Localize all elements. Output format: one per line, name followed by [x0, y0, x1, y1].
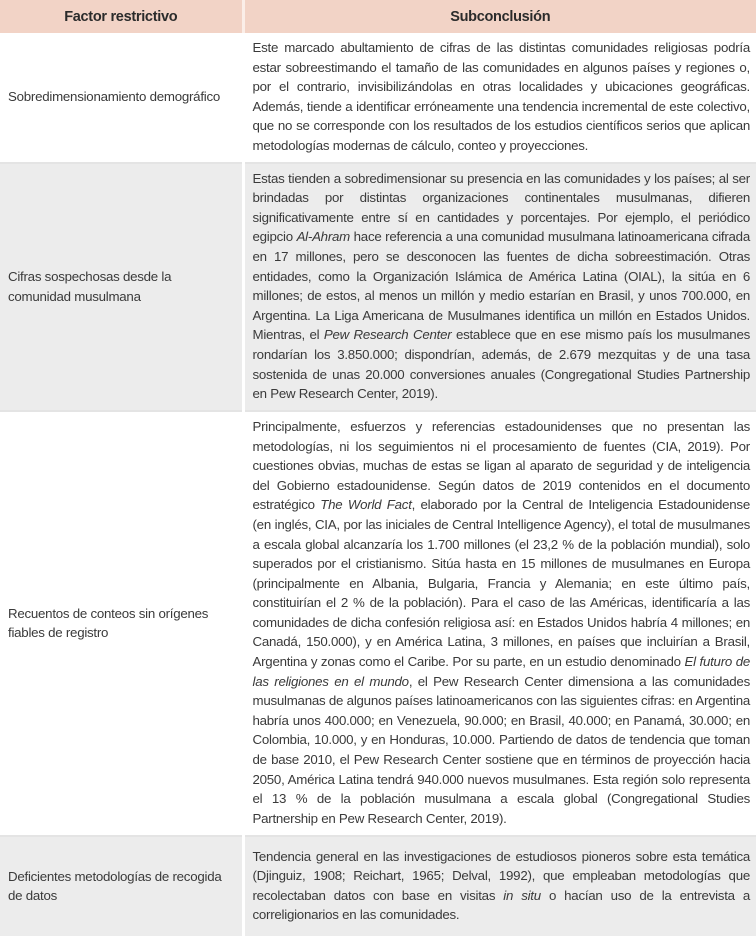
subconclusion-cell [243, 163, 756, 411]
table-row [0, 33, 756, 163]
text-run: Estas tienden a sobredimensionar su presencia en las comunidades y los países; al ser brindadas por distintas organizaciones continentales musulmanas, difieren significativamente entre sí en cantidades y porcentajes. Por ejemplo, el periódico egipcio [252, 170, 750, 245]
italic-title: The World Fact [320, 497, 412, 513]
text-run: , el Pew Research Center dimensiona a las comunidades musulmanas de algunos países latinoamericanos con las siguientes cifras: en Argentina habría unos 400.000; en Venezuela, 90.000; en Brasil, 40.000; en Panamá, 30.000; en Colombia, 10.000, y en Honduras, 10.000. Partiendo de datos de tendencia que toman de base 2010, el Pew Research Center sostiene que en términos de proyección hacia 2050, América Latina tendrá 940.000 nuevos musulmanes. Esta región solo representa el 13 % de la población musulmana a escala global (Congregational Studies Partnership en Pew Research Center, 2019). [252, 673, 750, 826]
italic-title: in situ [503, 887, 541, 903]
table-row [0, 836, 756, 936]
text-run: hace referencia a una comunidad musulmana latinoamericana cifrada en 17 millones, pero se desconocen las fuentes de dicha sobreestimación. Otras entidades, como la Organización Islámica de América Latina (OIAL), la sitúa en 6 millones; de estos, al menos un millón y medio estarían en Brasil, y unos 700.000, en Argentina. La Liga Americana de Musulmanes identifica un millón en Estados Unidos. Mientras, el [252, 229, 750, 343]
italic-title: Al-Ahram [296, 229, 350, 245]
factor-cell: Sobredimensionamiento demográfico [0, 33, 243, 163]
table-row [0, 163, 756, 411]
text-run: establece que en ese mismo país los musulmanes rondarían los 3.850.000; dispondrían, además, de 2.679 mezquitas y de una tasa sostenida de unas 20.000 conversiones anuales (Congregational Studies Partnership en Pew Research Center, 2019). [252, 327, 750, 402]
factor-cell: Recuentos de conteos sin orígenes fiables de registro [0, 411, 243, 836]
subconclusion-cell [243, 33, 756, 163]
text-run: Este marcado abultamiento de cifras de las distintas comunidades religiosas podría estar sobreestimando el tamaño de las comunidades en algunos países y regiones o, por el contrario, invisibilizándolas en otras localidades y ubicaciones geográficas. Además, tiende a identificar erróneamente una tendencia incremental de este colectivo, que no se corresponde con los resultados de los estudios científicos serios que aplican metodologías modernas de cálculo, conteo y proyecciones. [252, 40, 750, 153]
header-factor: Factor restrictivo [0, 0, 243, 33]
text-run: o hacían uso de la entrevista a correligionarios en las comunidades. [252, 887, 750, 923]
text-run: , elaborado por la Central de Inteligencia Estadounidense (en inglés, CIA, por las iniciales de Central Intelligence Agency), el total de musulmanes a escala global alcanzaría los 1.700 millones (el 23,2 % de la población mundial), solo superados por el cristianismo. Sitúa hasta en 15 millones de musulmanes en Europa (principalmente en Albania, Bulgaria, Francia y Alemania; en este último país, constituirían el 2 % de la población). Para el caso de las Américas, identificaría a las comunidades de dicha confesión religiosa así: en Estados Unidos habría 4 millones; en Canadá, 150.000), y en América Latina, 3 millones, en países que incluirían a Brasil, Argentina y zonas como el Caribe. Por su parte, en un estudio denominado [252, 497, 750, 670]
subconclusion-cell [243, 411, 756, 836]
italic-title: Pew Research Center [323, 327, 452, 343]
subconclusion-cell [243, 836, 756, 936]
text-run: Principalmente, esfuerzos y referencias estadounidenses que no presentan las metodologías, ni los seguimientos ni el procesamiento de fuentes (CIA, 2019). Por cuestiones obvias, muchas de estas se ligan al aparato de seguridad y de inteligencia del Gobierno estadounidense. Según datos de 2019 contenidos en el documento estratégico [252, 418, 750, 513]
header-subconclusion: Subconclusión [243, 0, 756, 33]
factor-cell: Deficientes metodologías de recogida de datos [0, 836, 243, 936]
factor-cell: Cifras sospechosas desde la comunidad musulmana [0, 163, 243, 411]
text-run: Tendencia general en las investigaciones de estudiosos pioneros sobre esta temática (Djinguiz, 1908; Reichart, 1965; Delval, 1992), que empleaban metodologías que recolectaban datos con base en visitas [252, 848, 750, 903]
italic-title: El futuro de las religiones en el mundo [252, 654, 750, 689]
table-row [0, 411, 756, 836]
table-header-row [0, 0, 756, 33]
